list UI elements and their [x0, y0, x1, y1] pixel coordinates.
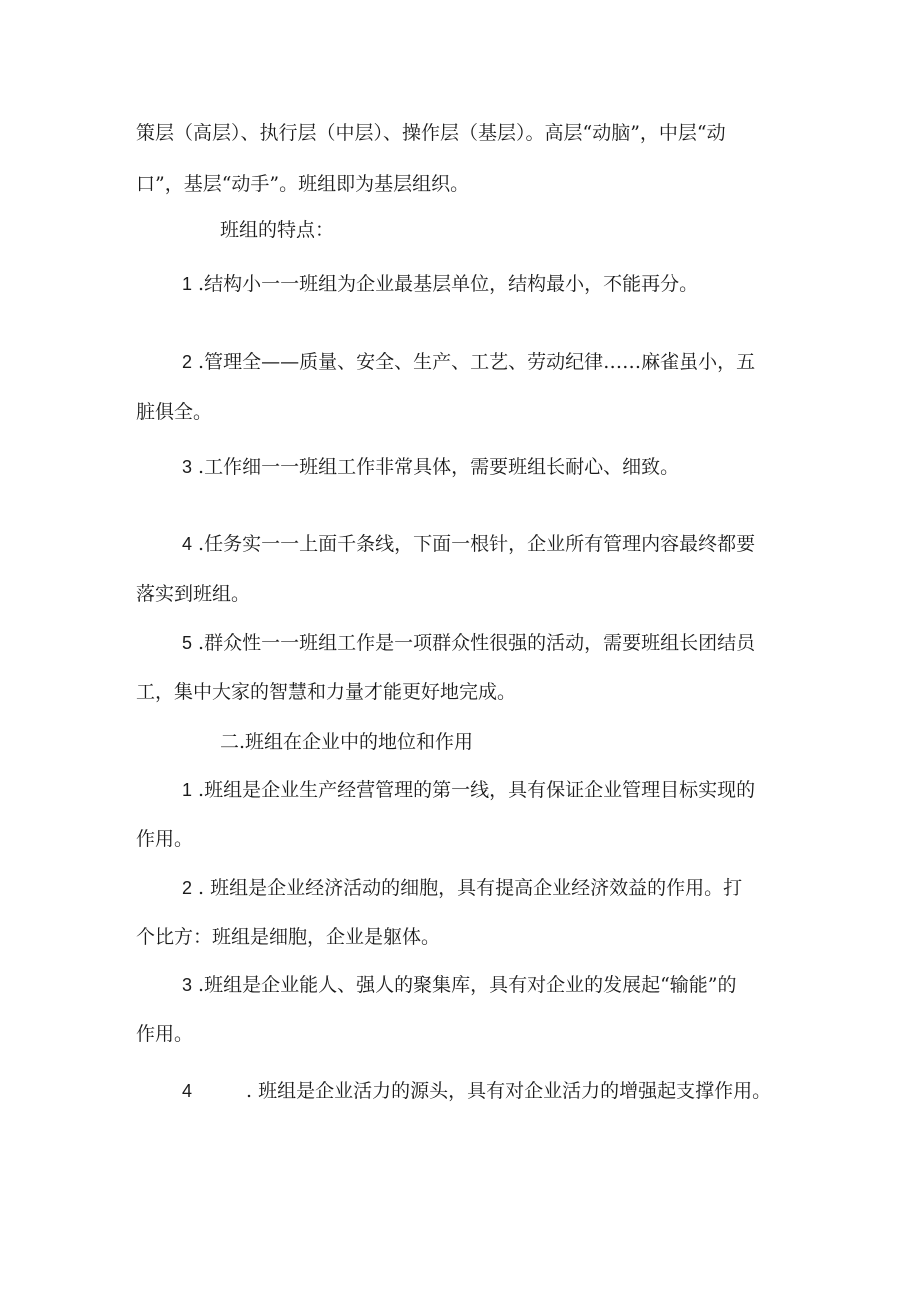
role-text: .班组是企业能人、强人的聚集库，具有对企业的发展起“输能”的: [192, 974, 737, 996]
role-item-1-continuation: 作用。: [136, 828, 194, 850]
intro-line-1: 策层（高层）、执行层（中层）、操作层（基层）。高层“动脑”，中层“动: [136, 122, 726, 144]
role-number: 1: [182, 780, 193, 800]
feature-number: 5: [182, 633, 193, 653]
feature-item-2-continuation: 脏俱全。: [136, 401, 213, 423]
feature-item-4: [182, 532, 755, 556]
feature-text: .管理全——质量、安全、生产、工艺、劳动纪律……麻雀虽小，五: [192, 351, 756, 373]
role-number: 4: [182, 1081, 193, 1101]
intro-line-2: 口”，基层“动手”。班组即为基层组织。: [136, 173, 470, 195]
role-text: . 班组是企业经济活动的细胞，具有提高企业经济效益的作用。打: [192, 877, 743, 899]
role-text: . 班组是企业活力的源头，具有对企业活力的增强起支撑作用。: [246, 1080, 772, 1102]
role-item-4: [182, 1079, 771, 1103]
feature-number: 2: [182, 352, 193, 372]
features-heading: 班组的特点：: [220, 219, 335, 241]
feature-item-5: [182, 631, 755, 655]
feature-text: .结构小一一班组为企业最基层单位，结构最小，不能再分。: [192, 273, 699, 295]
feature-item-5-continuation: 工，集中大家的智慧和力量才能更好地完成。: [136, 681, 517, 703]
role-item-1: [182, 778, 755, 802]
role-text: .班组是企业生产经营管理的第一线，具有保证企业管理目标实现的: [192, 779, 756, 801]
role-number: 3: [182, 975, 193, 995]
feature-item-1: [182, 272, 698, 296]
feature-number: 1: [182, 274, 193, 294]
feature-item-2: [182, 350, 755, 374]
feature-item-3: [182, 455, 679, 479]
feature-text: .任务实一一上面千条线，下面一根针，企业所有管理内容最终都要: [192, 533, 756, 555]
feature-item-4-continuation: 落实到班组。: [136, 583, 251, 605]
role-item-2-continuation: 个比方：班组是细胞，企业是躯体。: [136, 926, 441, 948]
feature-text: .工作细一一班组工作非常具体，需要班组长耐心、细致。: [192, 456, 680, 478]
feature-number: 4: [182, 534, 193, 554]
role-item-2: [182, 876, 742, 900]
role-item-3: [182, 973, 737, 997]
section-heading: 二.班组在企业中的地位和作用: [220, 731, 474, 753]
feature-number: 3: [182, 457, 193, 477]
feature-text: .群众性一一班组工作是一项群众性很强的活动，需要班组长团结员: [192, 632, 756, 654]
role-item-3-continuation: 作用。: [136, 1023, 194, 1045]
role-number: 2: [182, 878, 193, 898]
